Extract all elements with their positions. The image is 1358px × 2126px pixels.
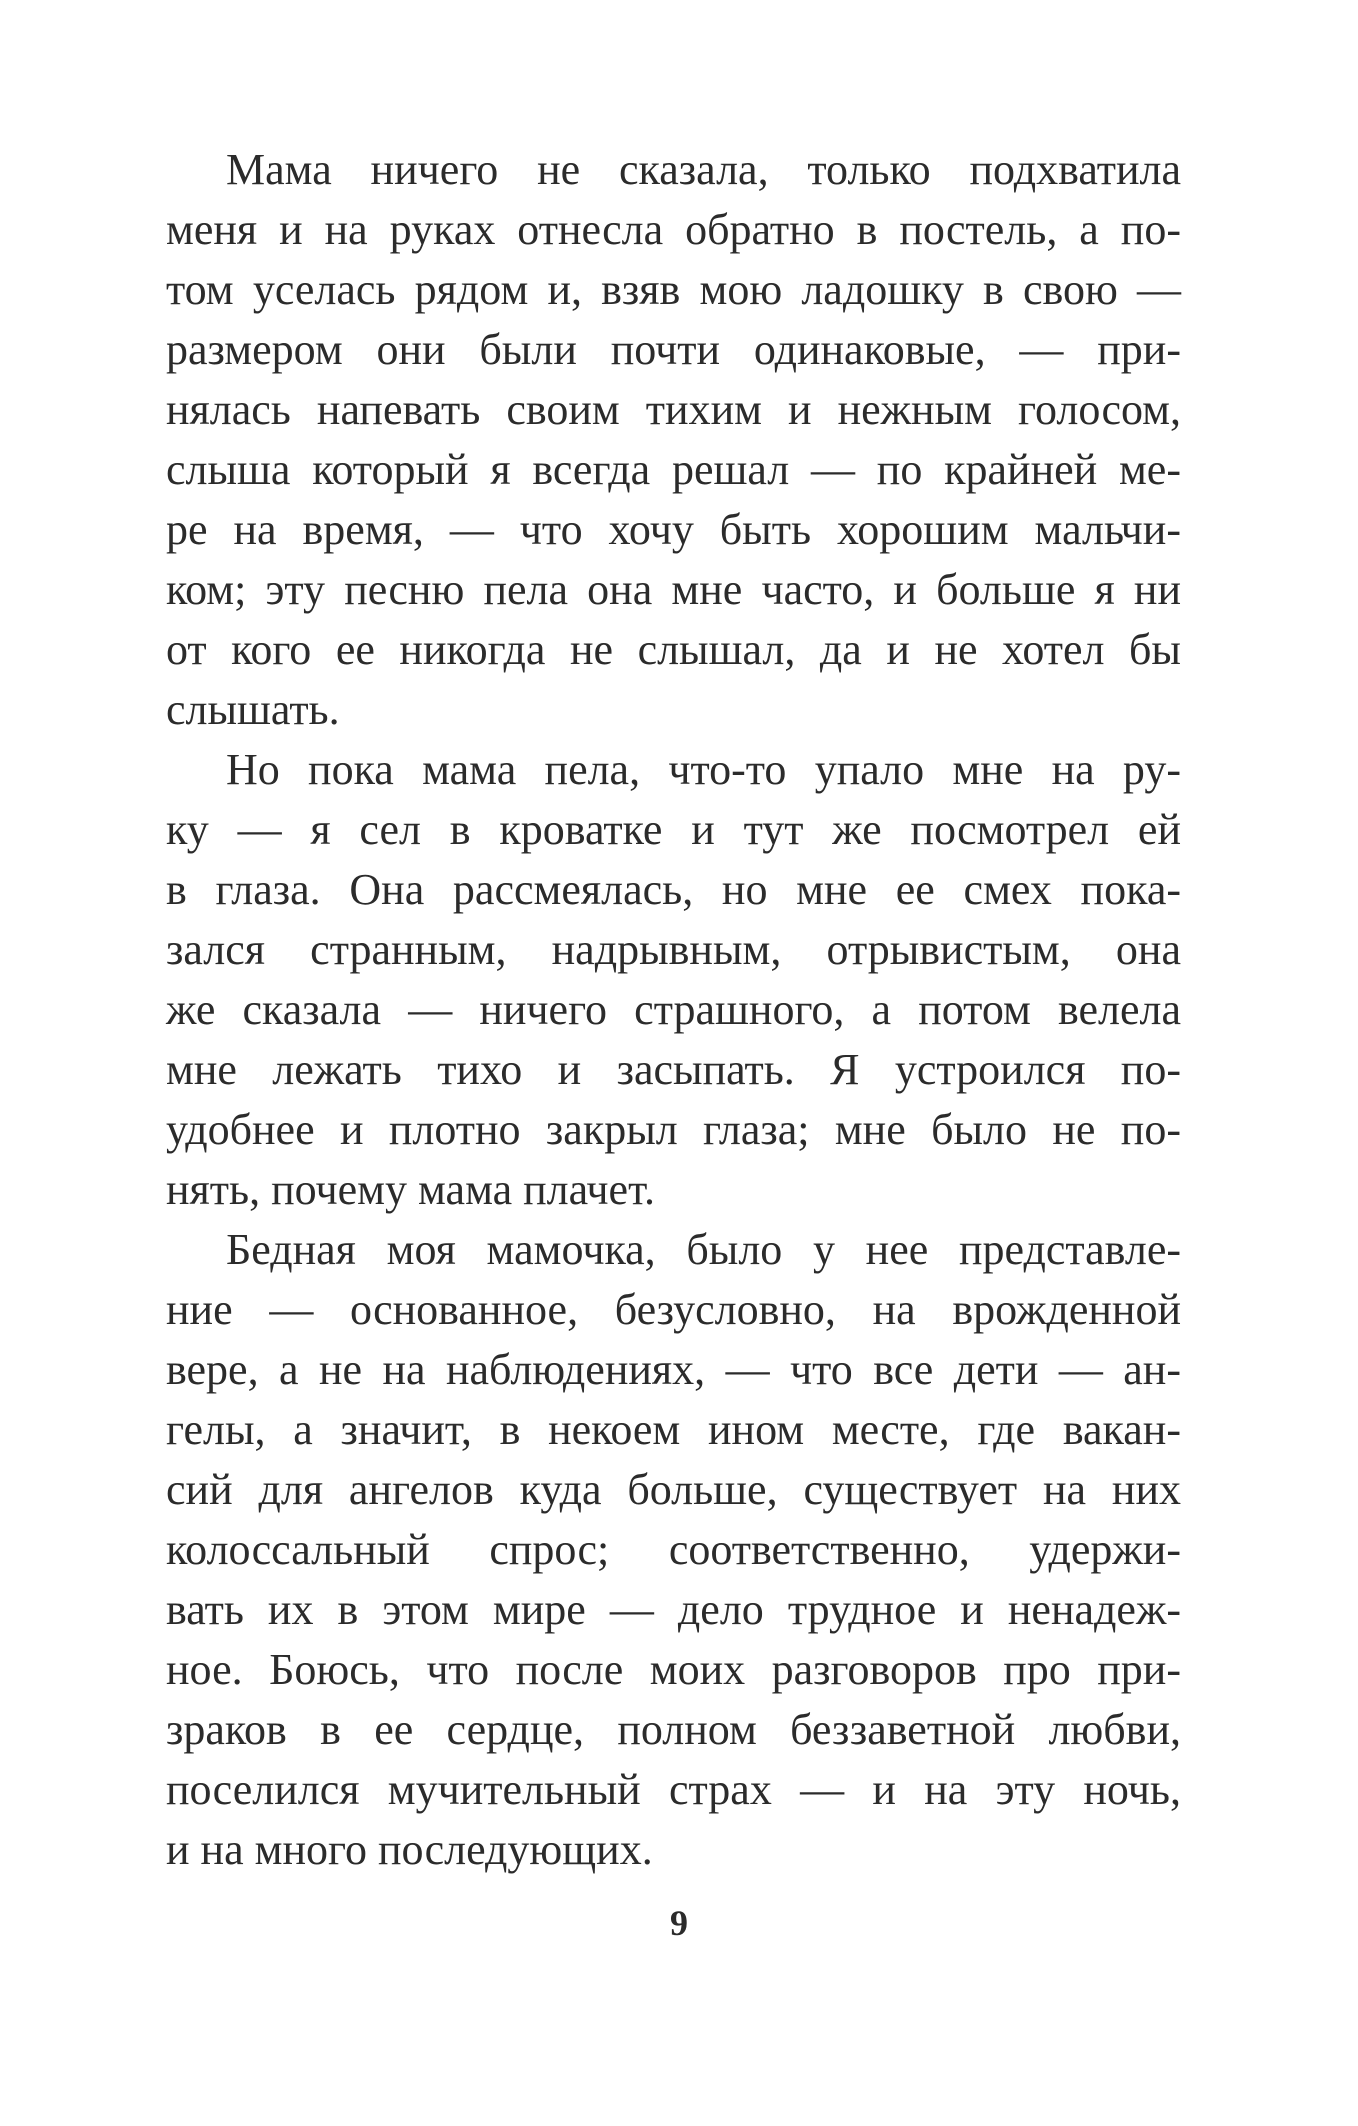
text-line: колоссальный спрос; соответственно, удержи- (166, 1525, 1181, 1574)
body-text (166, 140, 1181, 1880)
text-line: зался странным, надрывным, отрывистым, она (166, 925, 1181, 974)
text-line: в глаза. Она рассмеялась, но мне ее смех пока- (166, 865, 1181, 914)
paragraph-3 (166, 1220, 1181, 1880)
text-line: сий для ангелов куда больше, существует на них (166, 1465, 1181, 1514)
text-line: и на много последующих. (166, 1825, 653, 1874)
text-line: слыша который я всегда решал — по крайней ме- (166, 445, 1181, 494)
text-line: ку — я сел в кроватке и тут же посмотрел ей (166, 805, 1181, 854)
paragraph-2 (166, 740, 1181, 1220)
page-number: 9 (670, 1903, 688, 1943)
text-line: от кого ее никогда не слышал, да и не хотел бы (166, 625, 1181, 674)
text-line: ре на время, — что хочу быть хорошим мальчи- (166, 505, 1181, 554)
text-line: гелы, а значит, в некоем ином месте, где вакан- (166, 1405, 1181, 1454)
text-line: зраков в ее сердце, полном беззаветной любви, (166, 1705, 1181, 1754)
text-line: нять, почему мама плачет. (166, 1165, 655, 1214)
text-line: ное. Боюсь, что после моих разговоров про при- (166, 1645, 1181, 1694)
text-line: том уселась рядом и, взяв мою ладошку в свою — (166, 265, 1181, 314)
paragraph-1 (166, 140, 1181, 740)
text-line: мне лежать тихо и засыпать. Я устроился по- (166, 1045, 1181, 1094)
text-line: меня и на руках отнесла обратно в постель, а по- (166, 205, 1181, 254)
text-line: поселился мучительный страх — и на эту ночь, (166, 1765, 1181, 1814)
text-line: ком; эту песню пела она мне часто, и больше я ни (166, 565, 1181, 614)
text-line: Бедная моя мамочка, было у нее представле- (226, 1225, 1181, 1274)
text-line: вере, а не на наблюдениях, — что все дети — ан- (166, 1345, 1181, 1394)
text-line: нялась напевать своим тихим и нежным голосом, (166, 385, 1181, 434)
text-line: Но пока мама пела, что-то упало мне на ру- (226, 745, 1181, 794)
text-line: ние — основанное, безусловно, на врожденной (166, 1285, 1181, 1334)
text-line: же сказала — ничего страшного, а потом велела (166, 985, 1181, 1034)
text-line: Мама ничего не сказала, только подхватила (226, 145, 1181, 194)
text-line: слышать. (166, 685, 340, 734)
text-line: удобнее и плотно закрыл глаза; мне было не по- (166, 1105, 1181, 1154)
text-line: размером они были почти одинаковые, — при- (166, 325, 1181, 374)
text-line: вать их в этом мире — дело трудное и ненадеж- (166, 1585, 1181, 1634)
